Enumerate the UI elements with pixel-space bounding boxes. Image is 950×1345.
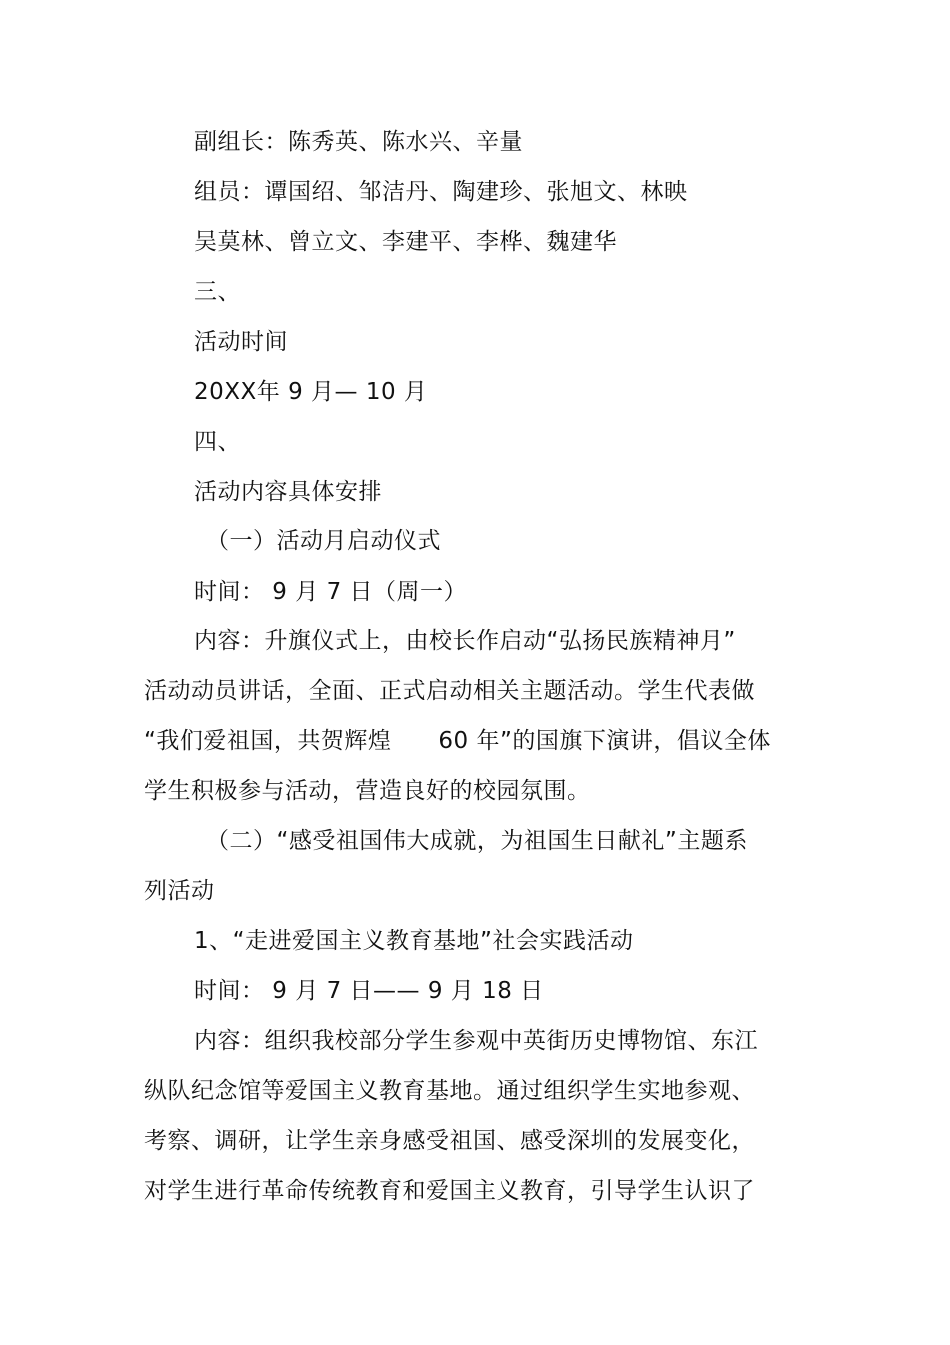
section-heading: 活动时间 [194, 329, 288, 355]
subsection-heading: （二）“感受祖国伟大成就，为祖国生日献礼”主题系 [206, 828, 748, 854]
text-line: “我们爱祖国，共贺辉煌 60 年”的国旗下演讲，倡议全体 [144, 728, 771, 754]
text-line: 纵队纪念馆等爱国主义教育基地。通过组织学生实地参观、 [144, 1078, 755, 1104]
text-line: 时间： 9 月 7 日—— 9 月 18 日 [194, 978, 544, 1004]
text-line: 时间： 9 月 7 日（周一） [194, 579, 468, 605]
section-number: 四、 [194, 429, 241, 455]
item-heading: 1、“走进爱国主义教育基地”社会实践活动 [194, 928, 634, 954]
text-line: 组员：谭国绍、邹洁丹、陶建珍、张旭文、林映 [194, 179, 688, 205]
text-line: 20XX年 9 月— 10 月 [194, 379, 428, 405]
section-heading: 活动内容具体安排 [194, 479, 382, 505]
text-line: 考察、调研，让学生亲身感受祖国、感受深圳的发展变化， [144, 1128, 755, 1154]
text-line: 内容：组织我校部分学生参观中英街历史博物馆、东江 [194, 1028, 758, 1054]
text-line: 副组长：陈秀英、陈水兴、辛量 [194, 129, 523, 155]
text-line: 对学生进行革命传统教育和爱国主义教育，引导学生认识了 [144, 1178, 755, 1204]
text-line: 吴莫林、曾立文、李建平、李桦、魏建华 [194, 229, 617, 255]
text-line: 列活动 [144, 878, 215, 904]
text-line: 学生积极参与活动，营造良好的校园氛围。 [144, 778, 591, 804]
text-line: 活动动员讲话，全面、正式启动相关主题活动。学生代表做 [144, 678, 755, 704]
text-line: 内容：升旗仪式上，由校长作启动“弘扬民族精神月” [194, 628, 736, 654]
section-number: 三、 [194, 279, 241, 305]
subsection-heading: （一）活动月启动仪式 [206, 528, 441, 554]
